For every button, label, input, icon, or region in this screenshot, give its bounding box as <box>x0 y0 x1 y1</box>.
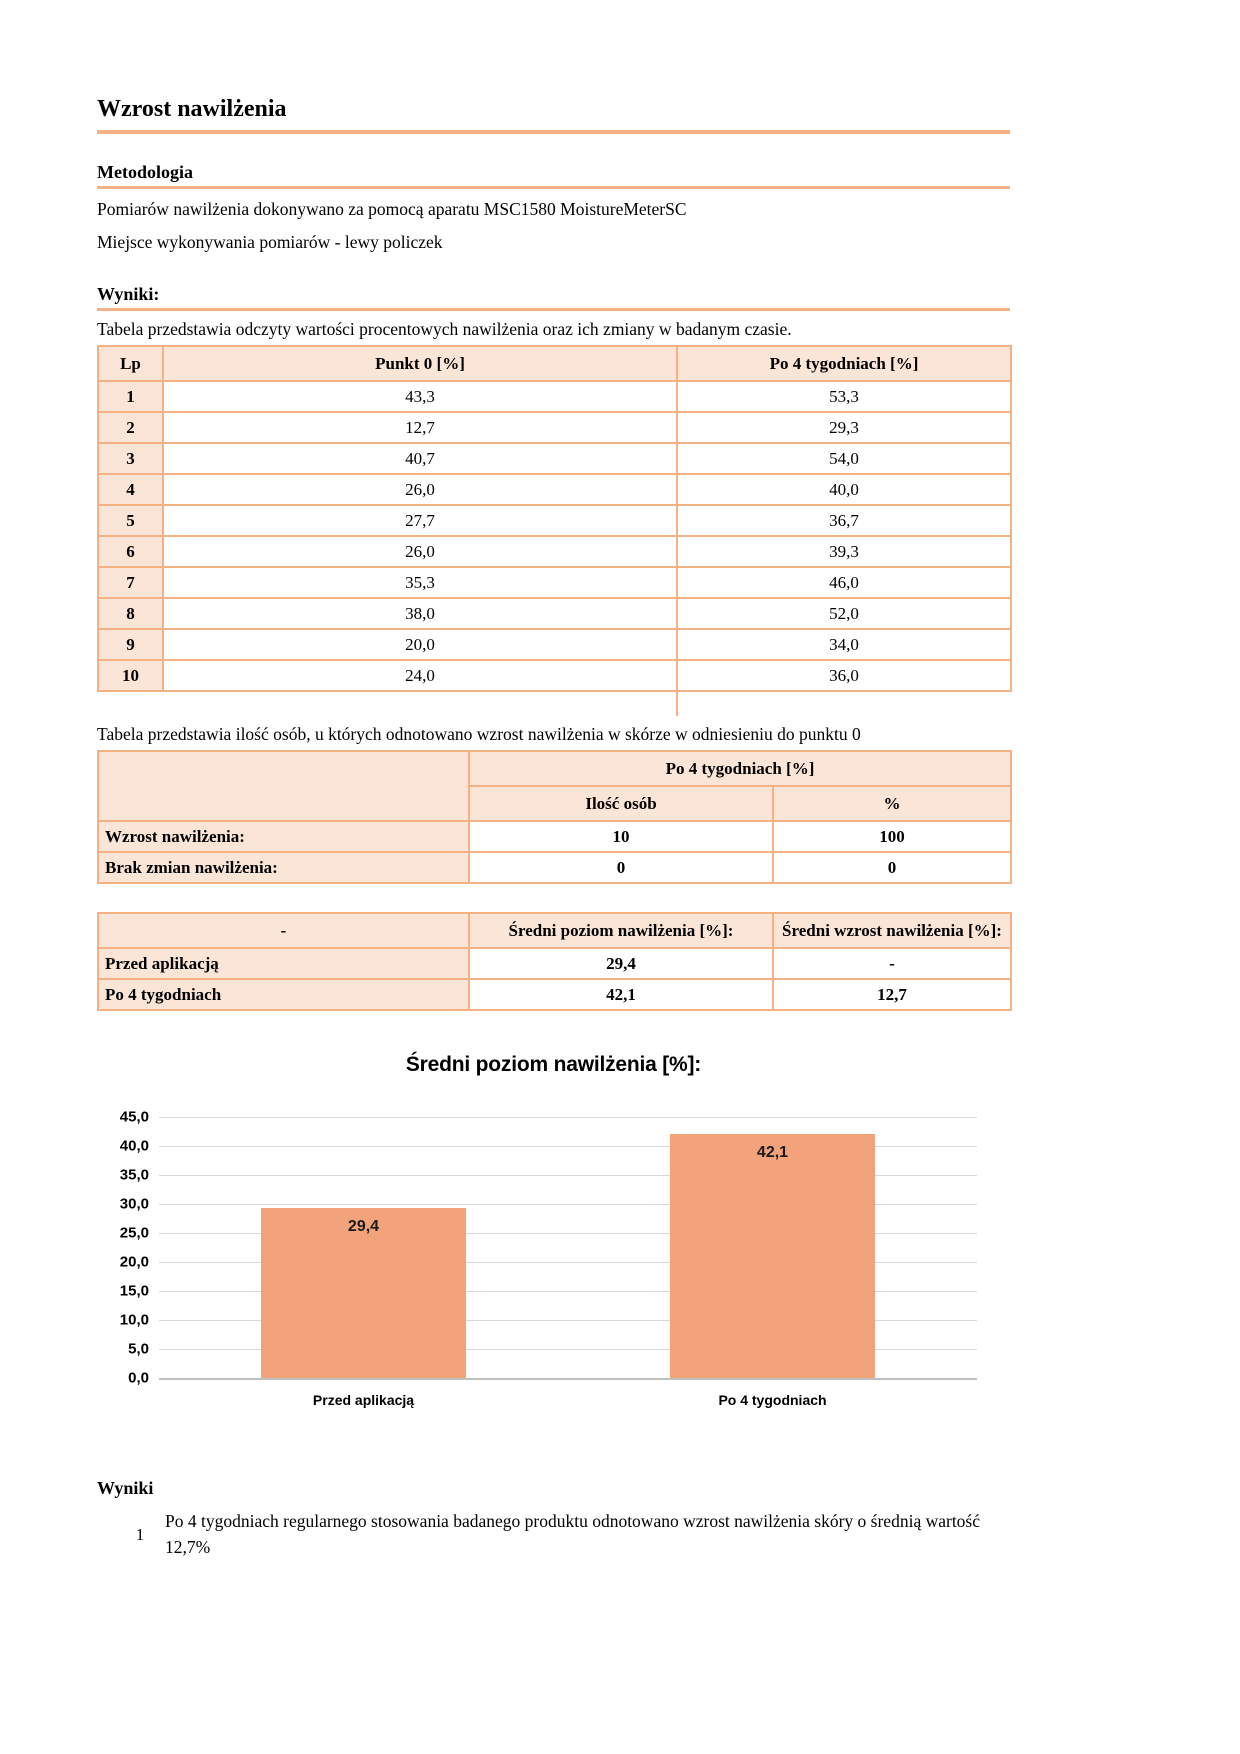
subheader-percent: % <box>773 786 1011 821</box>
conclusion-text: Po 4 tygodniach regularnego stosowania badanego produktu odnotowano wzrost nawilżenia skóry o średnią wartość 12,7% <box>165 1511 981 1557</box>
results-heading: Wyniki: <box>97 284 1010 311</box>
gridline <box>159 1117 977 1118</box>
point0-cell: 26,0 <box>163 474 677 505</box>
column-header-point0: Punkt 0 [%] <box>163 346 677 381</box>
lp-cell: 5 <box>98 505 163 536</box>
y-tick-label: 25,0 <box>119 1224 149 1242</box>
increase-count-value: 10 <box>469 821 773 852</box>
table-row <box>98 474 1011 505</box>
row-label-nochange: Brak zmian nawilżenia: <box>98 852 469 883</box>
methodology-heading: Metodologia <box>97 162 1010 189</box>
lp-cell: 3 <box>98 443 163 474</box>
week4-cell: 54,0 <box>677 443 1011 474</box>
lp-cell: 9 <box>98 629 163 660</box>
week4-cell: 36,0 <box>677 660 1011 691</box>
y-tick-label: 40,0 <box>119 1137 149 1155</box>
y-tick-label: 45,0 <box>119 1108 149 1126</box>
conclusions-heading: Wyniki <box>97 1478 154 1499</box>
week4-cell: 34,0 <box>677 629 1011 660</box>
averages-header-increase: Średni wzrost nawilżenia [%]: <box>773 913 1011 948</box>
chart-y-axis <box>97 1108 159 1387</box>
lp-cell: 8 <box>98 598 163 629</box>
y-tick-label: 30,0 <box>119 1195 149 1213</box>
table-row <box>98 852 1011 883</box>
gridline <box>159 1378 977 1380</box>
week4-cell: 39,3 <box>677 536 1011 567</box>
table-row <box>98 567 1011 598</box>
point0-cell: 24,0 <box>163 660 677 691</box>
measurements-header-row <box>98 346 1011 381</box>
averages-header-level: Średni poziom nawilżenia [%]: <box>469 913 773 948</box>
table-row <box>98 751 1011 786</box>
row-label-before: Przed aplikacją <box>98 948 469 979</box>
after-level-value: 42,1 <box>469 979 773 1010</box>
averages-table <box>97 912 1012 1011</box>
x-axis-labels <box>159 1384 977 1414</box>
table-row <box>98 505 1011 536</box>
after-increase-value: 12,7 <box>773 979 1011 1010</box>
conclusion-item <box>97 1509 1010 1560</box>
point0-cell: 38,0 <box>163 598 677 629</box>
row-label-increase: Wzrost nawilżenia: <box>98 821 469 852</box>
table-row <box>98 660 1011 691</box>
bar-2 <box>670 1134 875 1378</box>
chart-title: Średni poziom nawilżenia [%]: <box>405 1053 702 1077</box>
week4-cell: 40,0 <box>677 474 1011 505</box>
table-row <box>98 821 1011 852</box>
nochange-count-value: 0 <box>469 852 773 883</box>
before-increase-value: - <box>773 948 1011 979</box>
table1-body <box>98 381 1011 691</box>
y-tick-label: 20,0 <box>119 1253 149 1271</box>
subheader-count: Ilość osób <box>469 786 773 821</box>
averages-header-row <box>98 913 1011 948</box>
column-header-lp: Lp <box>98 346 163 381</box>
page-title: Wzrost nawilżenia <box>97 96 1010 134</box>
increase-count-table <box>97 750 1012 884</box>
table-row <box>98 948 1011 979</box>
point0-cell: 43,3 <box>163 381 677 412</box>
table2-caption: Tabela przedstawia ilość osób, u których odnotowano wzrost nawilżenia w skórze w odniesieniu do punktu 0 <box>97 724 861 745</box>
table-row <box>98 979 1011 1010</box>
week4-cell: 36,7 <box>677 505 1011 536</box>
week4-cell: 52,0 <box>677 598 1011 629</box>
y-tick-label: 5,0 <box>128 1340 149 1358</box>
group-header-week4: Po 4 tygodniach [%] <box>469 751 1011 786</box>
chart-plot <box>159 1117 977 1378</box>
table-row <box>98 381 1011 412</box>
y-tick-label: 10,0 <box>119 1311 149 1329</box>
point0-cell: 27,7 <box>163 505 677 536</box>
table-divider-stub <box>676 692 678 716</box>
empty-corner-cell <box>98 751 469 821</box>
chart-x-axis <box>97 1378 1010 1414</box>
x-axis-category-label: Po 4 tygodniach <box>718 1392 827 1409</box>
bar-1 <box>261 1208 466 1379</box>
bar-value-label: 42,1 <box>756 1144 789 1162</box>
table-row <box>98 598 1011 629</box>
increase-percent-value: 100 <box>773 821 1011 852</box>
y-tick-label: 35,0 <box>119 1166 149 1184</box>
point0-cell: 12,7 <box>163 412 677 443</box>
lp-cell: 7 <box>98 567 163 598</box>
bar-value-label: 29,4 <box>347 1217 380 1235</box>
x-axis-category-label: Przed aplikacją <box>312 1392 415 1409</box>
week4-cell: 46,0 <box>677 567 1011 598</box>
methodology-line-2: Miejsce wykonywania pomiarów - lewy policzek <box>97 231 443 252</box>
week4-cell: 29,3 <box>677 412 1011 443</box>
before-level-value: 29,4 <box>469 948 773 979</box>
week4-cell: 53,3 <box>677 381 1011 412</box>
point0-cell: 26,0 <box>163 536 677 567</box>
lp-cell: 10 <box>98 660 163 691</box>
conclusion-number: 1 <box>135 1524 145 1544</box>
point0-cell: 20,0 <box>163 629 677 660</box>
measurements-table <box>97 345 1012 692</box>
lp-cell: 6 <box>98 536 163 567</box>
y-tick-label: 0,0 <box>128 1369 149 1387</box>
row-label-after: Po 4 tygodniach <box>98 979 469 1010</box>
nochange-percent-value: 0 <box>773 852 1011 883</box>
y-tick-label: 15,0 <box>119 1282 149 1300</box>
point0-cell: 35,3 <box>163 567 677 598</box>
methodology-line-1: Pomiarów nawilżenia dokonywano za pomocą aparatu MSC1580 MoistureMeterSC <box>97 199 687 219</box>
chart-plot-area <box>97 1108 1010 1387</box>
lp-cell: 2 <box>98 412 163 443</box>
table1-caption: Tabela przedstawia odczyty wartości procentowych nawilżenia oraz ich zmiany w badanym czasie. <box>97 319 792 340</box>
average-moisture-chart <box>97 1053 1010 1414</box>
table-row <box>98 412 1011 443</box>
point0-cell: 40,7 <box>163 443 677 474</box>
averages-header-dash: - <box>98 913 469 948</box>
table-row <box>98 536 1011 567</box>
column-header-week4: Po 4 tygodniach [%] <box>677 346 1011 381</box>
table-row <box>98 629 1011 660</box>
lp-cell: 1 <box>98 381 163 412</box>
table-row <box>98 443 1011 474</box>
lp-cell: 4 <box>98 474 163 505</box>
